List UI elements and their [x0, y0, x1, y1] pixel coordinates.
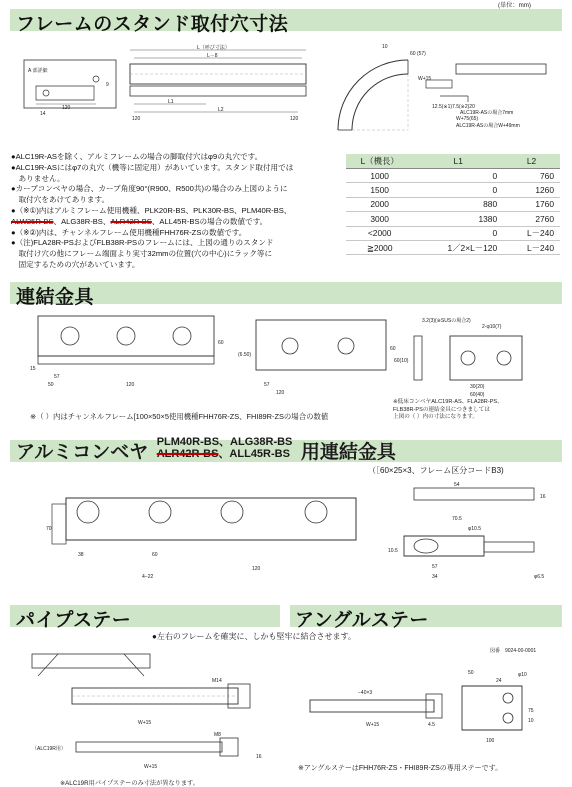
cell-l2: L－240 [503, 226, 560, 240]
dim-60c: 60 [152, 552, 158, 558]
note-line: ありません。 [11, 173, 65, 183]
connector-bottom-note: ※（ ）内はチャンネルフレーム[100×50×5使用機種FHH76R-ZS、FHI89R-ZSの場合の数値 [30, 412, 329, 421]
dim-57c: 57 [432, 564, 438, 570]
note-line: 取付け穴の他にフレーム端面より実寸32mmの位置(穴の中心)にラック等に [11, 249, 273, 259]
cell-length: <2000 [346, 226, 413, 240]
table-row [346, 212, 560, 226]
l-minus-8-label: L－8 [207, 53, 218, 59]
note-line: 固定するための穴があいています。 [11, 259, 140, 269]
aluminium-connector-detail [384, 478, 562, 586]
dim-phi10-5: φ10.5 [468, 526, 481, 532]
curve-note-1: 12.5(※1)7.5(※2)20 [432, 104, 475, 110]
pipe-w15b-label: W+15 [144, 764, 158, 770]
note-line: ●（※②)内は、チャンネルフレーム使用機種FHH76R-ZSの数値です。 [11, 227, 247, 237]
note-line: ●ALC19R-ASにはφ7の丸穴（機等に固定用）があいています。スタンド取付用では [11, 162, 294, 172]
m14-label: M14 [212, 678, 222, 684]
right-120-label: 120 [290, 116, 299, 122]
table-header-l: L（機長） [346, 154, 413, 169]
dim-15: 15 [30, 366, 36, 372]
pipe-w15-label: W+15 [138, 720, 152, 726]
connector-hole [77, 501, 99, 523]
curve-note-3: W+75(65) [456, 116, 479, 122]
dim-60: 60 [218, 340, 224, 346]
dim-120: 120 [126, 382, 135, 388]
curve-w15-label: W+15 [418, 76, 432, 82]
table-header-l2: L2 [503, 154, 560, 169]
plate-hole [61, 327, 79, 345]
cell-l1: 0 [413, 226, 503, 240]
section-title-connector: 連結金具 [16, 287, 95, 308]
angle-10: 10 [528, 718, 534, 724]
models-line2: 、ALL45R-BS [218, 447, 290, 460]
cell-l2: 1760 [503, 197, 560, 211]
note-line: FLB38R-PSの連結金具につきましては [393, 406, 490, 413]
detail-a-frame [36, 86, 94, 100]
cell-l2: 2760 [503, 212, 560, 226]
section-title-pipe-stay: パイプステー [16, 610, 132, 631]
table-row [346, 240, 560, 254]
angle-phi10: φ10 [518, 672, 527, 678]
curve-10-label: 10 [382, 44, 388, 50]
pipe-stay-drawing [28, 650, 282, 774]
phi10-label: 2-φ10(7) [482, 324, 502, 330]
dim-70-5: 70.5 [452, 516, 462, 522]
cell-l2: 760 [503, 169, 560, 183]
drawing-number: 図番 9024-00-0001 [490, 648, 537, 654]
pipe-16-label: 16 [256, 754, 262, 760]
cell-length: ≧2000 [346, 240, 413, 254]
detail-a-hole [43, 90, 49, 96]
detail-a-9: 9 [106, 82, 109, 88]
cell-length: 3000 [346, 212, 413, 226]
connector-right-note [393, 399, 503, 422]
cell-l2: 1260 [503, 183, 560, 197]
curve-inner [352, 74, 408, 130]
section-title-stand-holes: フレームのスタンド取付穴寸法 [16, 14, 289, 35]
connector-hole [305, 501, 327, 523]
cell-length: 1000 [346, 169, 413, 183]
connector-plate-drawing [30, 314, 230, 394]
note-line-strike: ALW25R-BS、ALG38R-BS、ALR42R-BS、ALL45R-BSの場合の数値です。 [11, 216, 268, 226]
note-line: ※低床コンベヤALC19R-AS、FLA28R-PS、 [393, 399, 503, 405]
table-row [346, 226, 560, 240]
l2-label: L2 [218, 107, 224, 113]
curve-outer [338, 60, 408, 130]
dim-60-10: 60(10) [394, 358, 409, 364]
section-title-angle-stay: アングルステー [295, 610, 429, 631]
frame-straight-drawing [22, 42, 312, 122]
table-row [346, 197, 560, 211]
section1-notes [11, 152, 293, 271]
angle-w15-label: W+15 [366, 722, 380, 728]
note-line: ●（※①)内はアルミフレーム使用機種、PLK20R-BS、PLK30R-BS、PLM40R-BS、 [11, 205, 292, 215]
connector-section-drawing [392, 314, 562, 400]
length-table [346, 154, 560, 255]
note-line: ●ALC19R-ASを除く、アルミフレームの場合の脚取付穴はφ9の丸穴です。 [11, 152, 263, 161]
models-line1: PLM40R-BS、ALG38R-BS [156, 436, 293, 448]
curve-note-2: ALC19R-ASの場合7mm [460, 110, 514, 116]
pipe-footnote: ※ALC19R用パイプステーのみ寸法が異なります。 [60, 780, 199, 787]
cell-l1: 1380 [413, 212, 503, 226]
cell-l1: 0 [413, 183, 503, 197]
dim-16: 16 [540, 494, 546, 500]
connector-hole [149, 501, 171, 523]
aluminium-connector-drawing [46, 484, 366, 584]
dim-120b: 120 [276, 390, 285, 396]
dim-60-40: 60(40) [470, 392, 485, 398]
table-header-l1: L1 [413, 154, 503, 169]
dim-34: 34 [432, 574, 438, 580]
title-models [157, 437, 293, 460]
note-line: ●（注)FLA28R-PSおよびFLB38R-PSのフレームには、上図の通りのスタンド [11, 238, 274, 248]
angle-stay-drawing [296, 668, 562, 772]
cell-l1: 1／2×L－120 [413, 240, 503, 254]
angle-footnote: ※アングルステーはFHH76R-ZS・FHI89R-ZSの専用ステーです。 [298, 765, 503, 772]
angle-4-5: 4.5 [428, 722, 435, 728]
connector-plate-drawing-2 [236, 316, 396, 400]
frame-side-view [130, 86, 306, 96]
dim-50: 50 [48, 382, 54, 388]
dim-30-20: 30(20) [470, 384, 485, 390]
cell-l1: 0 [413, 169, 503, 183]
detail-a-label: A 部詳細 [28, 68, 48, 74]
plate-hole [117, 327, 135, 345]
detail-a-14: 14 [40, 111, 46, 117]
dim-4-22: 4−22 [142, 574, 154, 580]
connector-hole [221, 501, 243, 523]
table-row [346, 183, 560, 197]
aluminium-subtitle: （［60×25×3、フレーム区分コードB3) [368, 466, 504, 475]
dim-phi6-5: φ6.5 [534, 574, 545, 580]
title-prefix: アルミコンベヤ [16, 442, 149, 463]
overall-length-label: L（呼び寸法） [197, 45, 230, 51]
note-line: 取付穴をあけてあります。 [11, 195, 110, 205]
pipe-body-alc [76, 742, 222, 752]
note-line: ●カーブコンベヤの場合、カーブ角度90°(R900、R500共)の場合のみ上図のように [11, 184, 288, 194]
sus-note: 3.2(3)(※SUSの場合2) [422, 318, 471, 324]
cell-length: 2000 [346, 197, 413, 211]
dim-57: 57 [54, 374, 60, 380]
note-line: 上図の（ ）内の寸法になります。 [393, 414, 479, 421]
dim-57b: 57 [264, 382, 270, 388]
frame-curve-drawing [318, 40, 558, 132]
curve-note-4: ALC19R-ASの場合W+49mm [456, 123, 520, 129]
dim-60b: 60 [390, 346, 396, 352]
cell-l2: L－240 [503, 240, 560, 254]
dim-54: 54 [454, 482, 460, 488]
dim-70: 70 [46, 526, 52, 532]
stay-center-note: ●左右のフレームを確実に、しかも堅牢に結合させます。 [152, 632, 356, 641]
plate-hole [338, 338, 354, 354]
curve-60-label: 60 (57) [410, 51, 426, 57]
plate-hole [282, 338, 298, 354]
angle-24: 24 [496, 678, 502, 684]
unit-label: (単位：mm) [498, 2, 531, 9]
m8-label: M8 [214, 732, 221, 738]
dim-10-5: 10.5 [388, 548, 398, 554]
l1-label: L1 [168, 99, 174, 105]
left-120-label: 120 [132, 116, 141, 122]
angle-100: 100 [486, 738, 495, 744]
connector-plate-top [38, 316, 214, 356]
dim-120c: 120 [252, 566, 261, 572]
angle-50: 50 [468, 670, 474, 676]
detail-a-hole-b [93, 76, 99, 82]
plate-hole [173, 327, 191, 345]
cell-l1: 880 [413, 197, 503, 211]
alc19r-label: （ALC19R用） [32, 746, 66, 752]
dim-650: (6.50) [238, 352, 252, 358]
cell-length: 1500 [346, 183, 413, 197]
section-title-aluminium [16, 437, 396, 464]
title-suffix: 用連結金具 [300, 442, 396, 463]
curve-end-frame [456, 64, 546, 74]
detail-a-120: 120 [62, 105, 71, 111]
models-strike: ALR42R-BS [156, 447, 219, 460]
table-row [346, 169, 560, 183]
angle-body [310, 700, 434, 712]
angle-top-dim: −40×3 [358, 690, 373, 696]
angle-75: 75 [528, 708, 534, 714]
dim-38: 38 [78, 552, 84, 558]
